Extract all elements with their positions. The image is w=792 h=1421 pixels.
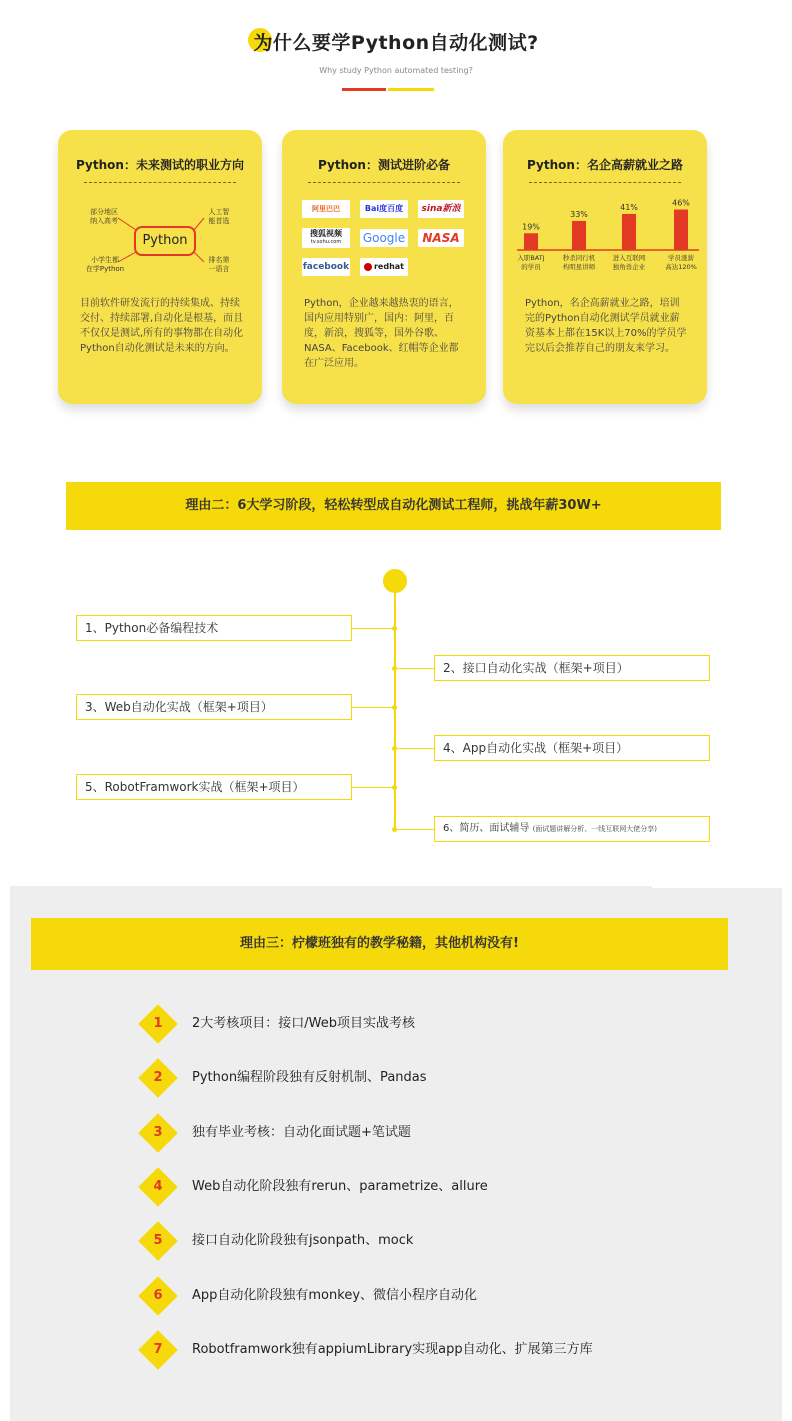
feature-text: Robotframwork独有appiumLibrary实现app自动化、扩展第三方库 [192,1342,593,1357]
card-title: Python：未来测试的职业方向 [76,158,244,172]
card-divider [529,182,681,183]
timeline-node [392,626,397,631]
feature-text: 接口自动化阶段独有jsonpath、mock [192,1233,414,1248]
feature-text: 独有毕业考核：自动化面试题+笔试题 [192,1125,411,1140]
card-body-text: Python，企业越来越热衷的语言，国内应用特别广，国内：阿里，百度，新浪，搜狐等，国外谷歌、NASA、Facebook、红帽等企业都在广泛应用。 [304,298,459,369]
timeline-node [392,785,397,790]
feature-number: 5 [153,1233,163,1248]
feature-number: 6 [153,1288,163,1303]
timeline-connector [352,787,395,788]
chart-bar [674,210,688,250]
stage-6-note: (面试题讲解分析、一线互联网大佬分享) [532,825,658,833]
chart-data-label: 33% [570,209,588,219]
timeline-connector [395,829,434,830]
chart-category-label: 学员涨薪 [668,254,694,262]
timeline-node [392,827,397,832]
stage-6 [434,816,710,842]
timeline-node [392,746,397,751]
chart-bar [572,221,586,250]
feature-item [140,1171,700,1203]
card-body-text: Python，名企高薪就业之路，培训完的Python自动化测试学员就业薪资基本上都在15K以上70%的学员学完以后会推荐自己的朋友来学习。 [525,298,687,354]
mind-map-node-gaokao: 部分地区 纳入高考 [90,208,118,225]
timeline-connector [352,707,395,708]
feature-number: 1 [153,1016,163,1031]
reason-two-banner: 理由二：6大学习阶段，轻松转型成自动化测试工程师，挑战年薪30W+ [66,482,721,530]
timeline-node [392,666,397,671]
chart-category-label: 的学员 [521,263,541,271]
stage-2: 2、接口自动化实战（框架+项目） [434,655,710,681]
chart-category-label: 秒杀同行机 [562,254,596,262]
feature-number: 4 [153,1179,163,1194]
card-high-salary [503,130,707,404]
feature-item [140,1117,700,1149]
baidu-logo: Bai度百度 [360,200,408,218]
card-advanced-testing [282,130,486,404]
feature-number: 7 [153,1342,163,1357]
feature-text: App自动化阶段独有monkey、微信小程序自动化 [192,1288,478,1303]
mind-map-center: Python [134,226,196,256]
background-notch [652,870,792,888]
timeline-connector [395,748,434,749]
redhat-logo [360,258,408,276]
feature-text: Web自动化阶段独有rerun、parametrize、allure [192,1179,488,1194]
sohu-logo [302,228,350,248]
chart-category-label: 入职BATJ [517,254,545,262]
chart-bar [524,233,538,250]
stage-4: 4、App自动化实战（框架+项目） [434,735,710,761]
timeline-top-dot [383,569,407,593]
nasa-logo: NASA [418,229,464,247]
redhat-logo-text: redhat [373,262,404,271]
timeline-connector [395,668,434,669]
feature-item [140,1334,700,1366]
hero-title-wrap [0,28,792,55]
sina-logo: sina新浪 [418,200,464,218]
chart-data-label: 19% [522,222,540,232]
salary-bar-chart [513,198,703,282]
facebook-logo: facebook [302,258,350,276]
stage-1: 1、Python必备编程技术 [76,615,352,641]
chart-data-label: 46% [672,198,690,208]
mind-map-node-students: 小学生都 在学Python [85,256,125,273]
chart-category-label: 独角兽企业 [612,263,646,271]
chart-category-label: 高达120% [665,263,697,271]
page-subtitle: Why study Python automated testing? [319,66,473,75]
feature-item [140,1062,700,1094]
feature-number: 3 [153,1125,163,1140]
chart-category-label: 构明星讲师 [562,263,596,271]
feature-number: 2 [153,1070,163,1085]
stage-6-label: 6、简历、面试辅导 [443,823,530,834]
feature-item [140,1008,700,1040]
timeline-node [392,705,397,710]
chart-category-label: 进入互联网 [612,254,646,262]
card-career-direction [58,130,262,404]
title-underline-yellow [388,88,434,91]
chart-bar [622,214,636,250]
feature-text: 2大考核项目：接口/Web项目实战考核 [192,1016,415,1031]
title-underline-red [342,88,386,91]
feature-text: Python编程阶段独有反射机制、Pandas [192,1070,427,1085]
sohu-logo-url: tv.sohu.com [310,239,342,245]
alibaba-logo: 阿里巴巴 [302,200,350,218]
card-title: Python：名企高薪就业之路 [527,158,683,172]
page-title: 为什么要学Python自动化测试? [253,32,539,54]
reason-three-banner: 理由三：柠檬班独有的教学秘籍，其他机构没有! [31,918,728,970]
stage-5: 5、RobotFramwork实战（框架+项目） [76,774,352,800]
timeline-connector [352,628,395,629]
redhat-icon [364,263,372,271]
sohu-logo-name: 搜狐视频 [310,229,342,238]
mind-map-node-ranking: 排名第 一语言 [208,256,230,273]
card-title: Python：测试进阶必备 [318,158,450,172]
card-divider [308,182,460,183]
feature-item [140,1225,700,1257]
stage-3: 3、Web自动化实战（框架+项目） [76,694,352,720]
feature-item [140,1280,700,1312]
mind-map-node-ai: 人工智 能首选 [208,208,230,225]
card-body-text: 目前软件研发流行的持续集成、持续交付、持续部署,自动化是根基，而且不仅仅是测试,所有的事物都在自动化Python自动化测试是未来的方向。 [80,298,244,354]
google-logo: Google [360,229,408,247]
chart-data-label: 41% [620,202,638,212]
